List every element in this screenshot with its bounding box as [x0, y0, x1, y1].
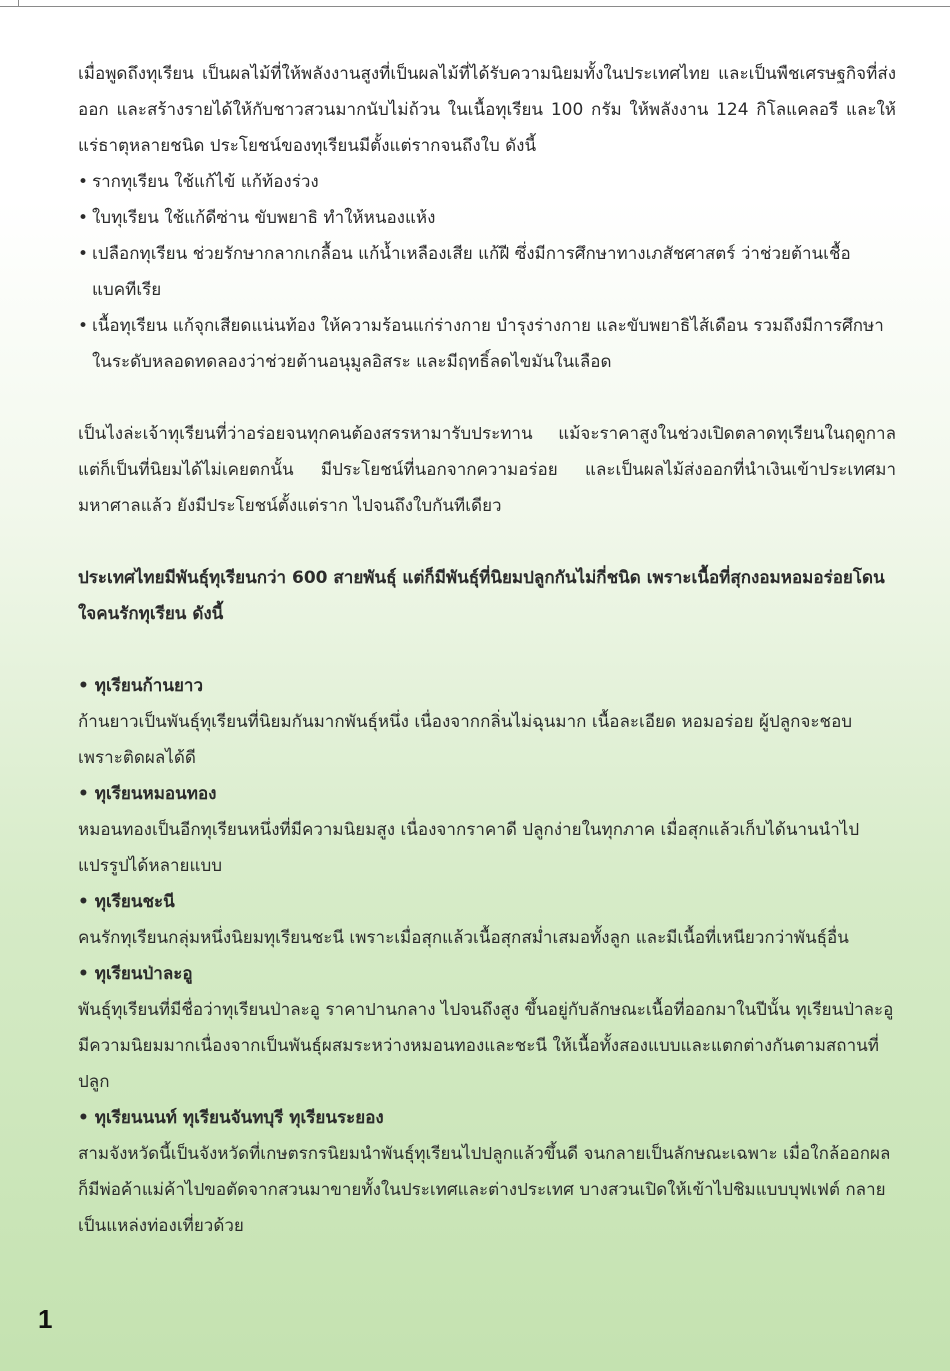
variety-monthong [78, 776, 896, 884]
variety-description: สามจังหวัดนี้เป็นจังหวัดที่เกษตรกรนิยมนำพันธุ์ทุเรียนไปปลูกแล้วขึ้นดี จนกลายเป็นลักษณะเฉพาะ เมื่อใกล้ออกผลก็มีพ่อค้าแม่ค้าไปขอตัดจากสวนมาขายทั้งในประเทศและต่างประเทศ บางสวนเปิดให้เข้าไปชิมแบบบุฟเฟต์ กลายเป็นแหล่งท่องเที่ยวด้วย [78, 1144, 891, 1236]
benefits-list [78, 164, 896, 380]
benefit-leaf: • ใบทุเรียน ใช้แก้ดีซ่าน ขับพยาธิ ทำให้หนองแห้ง [78, 200, 896, 236]
variety-description: ก้านยาวเป็นพันธุ์ทุเรียนที่นิยมกันมากพันธุ์หนึ่ง เนื่องจากกลิ่นไม่ฉุนมาก เนื้อละเอียด หอมอร่อย ผู้ปลูกจะชอบเพราะติดผลได้ดี [78, 712, 853, 768]
varieties-list [78, 668, 896, 1244]
variety-provinces [78, 1100, 896, 1244]
variety-chanee [78, 884, 896, 956]
variety-title: • ทุเรียนชะนี [78, 892, 175, 912]
variety-title: • ทุเรียนหมอนทอง [78, 784, 217, 804]
variety-title: • ทุเรียนป่าละอู [78, 964, 193, 984]
benefit-root: • รากทุเรียน ใช้แก้ไข้ แก้ท้องร่วง [78, 164, 896, 200]
varieties-intro: ประเทศไทยมีพันธุ์ทุเรียนกว่า 600 สายพันธุ์ แต่ก็มีพันธุ์ที่นิยมปลูกกันไม่กี่ชนิด เพราะเนื้อที่สุกงอมหอมอร่อยโดนใจคนรักทุเรียน ดังนี้ [78, 568, 885, 624]
variety-description: คนรักทุเรียนกลุ่มหนึ่งนิยมทุเรียนชะนี เพราะเมื่อสุกแล้วเนื้อสุกสม่ำเสมอทั้งลูก และมีเนื้อที่เหนียวกว่าพันธุ์อื่น [78, 928, 849, 948]
variety-title: • ทุเรียนก้านยาว [78, 676, 204, 696]
variety-description: พันธุ์ทุเรียนที่มีชื่อว่าทุเรียนป่าละอู ราคาปานกลาง ไปจนถึงสูง ขึ้นอยู่กับลักษณะเนื้อที่ออกมาในปีนั้น ทุเรียนป่าละอูมีความนิยมมากเนื่องจากเป็นพันธุ์ผสมระหว่างหมอนทองและชะนี ให้เนื้อทั้งสองแบบและแตกต่างกันตามสถานที่ปลูก [78, 1000, 894, 1092]
page-number: 1 [38, 1304, 53, 1334]
intro-paragraph: เมื่อพูดถึงทุเรียน เป็นผลไม้ที่ให้พลังงานสูงที่เป็นผลไม้ที่ได้รับความนิยมทั้งในประเทศไทย และเป็นพืชเศรษฐกิจที่ส่งออก และสร้างรายได้ให้กับชาวสวนมากนับไม่ถ้วน ในเนื้อทุเรียน 100 กรัม ให้พลังงาน 124 กิโลแคลอรี และให้แร่ธาตุหลายชนิด ประโยชน์ของทุเรียนมีตั้งแต่รากจนถึงใบ ดังนี้ [78, 64, 896, 156]
variety-title: • ทุเรียนนนท์ ทุเรียนจันทบุรี ทุเรียนระยอง [78, 1108, 384, 1128]
benefit-peel: • เปลือกทุเรียน ช่วยรักษากลากเกลื้อน แก้น้ำเหลืองเสีย แก้ฝี ซึ่งมีการศึกษาทางเภสัชศาสตร์ ว่าช่วยต้านเชื้อแบคทีเรีย [78, 236, 896, 308]
document-body [78, 56, 896, 1244]
variety-palaoo [78, 956, 896, 1100]
variety-description: หมอนทองเป็นอีกทุเรียนหนึ่งที่มีความนิยมสูง เนื่องจากราคาดี ปลูกง่ายในทุกภาค เมื่อสุกแล้วเก็บได้นานนำไปแปรรูปได้หลายแบบ [78, 820, 860, 876]
top-border-tick [18, 0, 19, 6]
top-border [0, 0, 950, 7]
summary-paragraph: เป็นไงล่ะเจ้าทุเรียนที่ว่าอร่อยจนทุกคนต้องสรรหามารับประทาน แม้จะราคาสูงในช่วงเปิดตลาดทุเรียนในฤดูกาล แต่ก็เป็นที่นิยมได้ไม่เคยตกนั้น มีประโยชน์ที่นอกจากความอร่อย และเป็นผลไม้ส่งออกที่นำเงินเข้าประเทศมามหาศาลแล้ว ยังมีประโยชน์ตั้งแต่ราก ไปจนถึงใบกันทีเดียว [78, 424, 896, 516]
variety-kanyao [78, 668, 896, 776]
benefit-flesh: • เนื้อทุเรียน แก้จุกเสียดแน่นท้อง ให้ความร้อนแก่ร่างกาย บำรุงร่างกาย และขับพยาธิไส้เดือน รวมถึงมีการศึกษาในระดับหลอดทดลองว่าช่วยต้านอนุมูลอิสระ และมีฤทธิ์ลดไขมันในเลือด [78, 308, 896, 380]
